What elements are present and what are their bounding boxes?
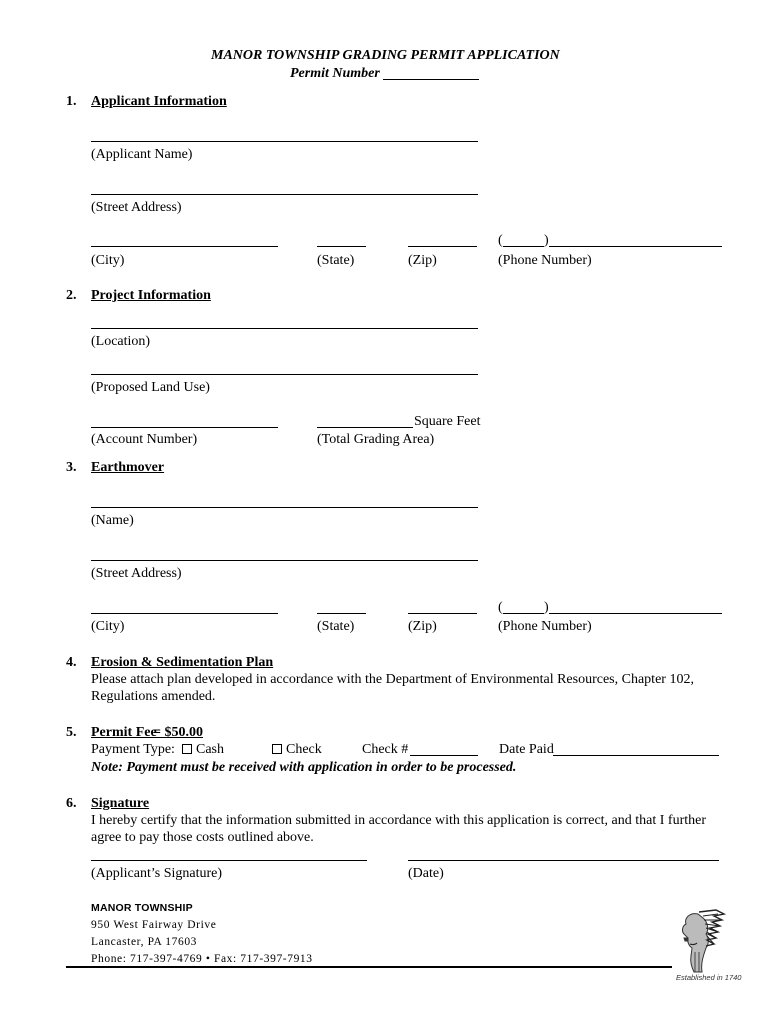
footer-address2: Lancaster, PA 17603 [91,936,198,948]
earthmover-phone-paren-open: ( [498,600,503,615]
applicant-phone-field[interactable] [549,246,722,247]
section6-text-line1: I hereby certify that the information submitted in accordance with this application is correct, and that I further [91,813,707,828]
earthmover-name-label: (Name) [91,513,134,528]
chief-headdress-icon [668,908,726,974]
project-location-label: (Location) [91,334,151,349]
section5-number: 5. [66,725,77,740]
section6-number: 6. [66,796,77,811]
earthmover-state-field[interactable] [317,613,366,614]
applicant-street-field[interactable] [91,194,478,195]
earthmover-area-code-field[interactable] [503,613,544,614]
check-number-field[interactable] [410,755,478,756]
project-location-field[interactable] [91,328,478,329]
applicant-name-label: (Applicant Name) [91,147,193,162]
applicant-phone-label: (Phone Number) [498,253,592,268]
earthmover-street-field[interactable] [91,560,478,561]
payment-type-label: Payment Type: [91,742,175,757]
permit-number-field[interactable] [383,79,479,80]
section1-number: 1. [66,94,77,109]
section2-number: 2. [66,288,77,303]
applicant-phone-paren-open: ( [498,233,503,248]
applicant-zip-label: (Zip) [408,253,437,268]
total-grading-area-label: (Total Grading Area) [317,432,435,447]
applicant-city-field[interactable] [91,246,278,247]
section4-number: 4. [66,655,77,670]
footer-org: MANOR TOWNSHIP [91,902,193,914]
applicant-state-field[interactable] [317,246,366,247]
applicant-city-label: (City) [91,253,125,268]
proposed-land-use-field[interactable] [91,374,478,375]
date-paid-label: Date Paid [499,742,554,757]
earthmover-zip-field[interactable] [408,613,477,614]
date-paid-field[interactable] [553,755,719,756]
section3-number: 3. [66,460,77,475]
check-label: Check [286,742,322,757]
earthmover-zip-label: (Zip) [408,619,437,634]
section6-text-line2: agree to pay those costs outlined above. [91,830,314,845]
applicant-signature-label: (Applicant’s Signature) [91,866,223,881]
section1-heading: Applicant Information [91,94,227,109]
earthmover-city-label: (City) [91,619,125,634]
permit-number-label: Permit Number [290,66,380,81]
earthmover-street-label: (Street Address) [91,566,182,581]
earthmover-name-field[interactable] [91,507,478,508]
footer-contact: Phone: 717-397-4769 • Fax: 717-397-7913 [91,953,313,965]
check-option[interactable] [270,742,322,758]
section3-heading: Earthmover [91,460,165,475]
footer-rule [66,966,672,968]
established-caption: Established in 1740 [676,973,742,982]
earthmover-phone-label: (Phone Number) [498,619,592,634]
section5-heading: Permit Fee [91,725,157,740]
applicant-state-label: (State) [317,253,355,268]
signature-date-label: (Date) [408,866,444,881]
earthmover-state-label: (State) [317,619,355,634]
earthmover-phone-field[interactable] [549,613,722,614]
earthmover-phone-paren-close: ) [544,600,549,615]
section4-text-line2: Regulations amended. [91,689,216,704]
footer-address1: 950 West Fairway Drive [91,919,217,931]
account-number-label: (Account Number) [91,432,198,447]
form-title: MANOR TOWNSHIP GRADING PERMIT APPLICATION [211,48,560,63]
applicant-phone-paren-close: ) [544,233,549,248]
section4-heading: Erosion & Sedimentation Plan [91,655,274,670]
proposed-land-use-label: (Proposed Land Use) [91,380,210,395]
check-number-label: Check # [362,742,409,757]
signature-date-field[interactable] [408,860,719,861]
earthmover-city-field[interactable] [91,613,278,614]
section2-heading: Project Information [91,288,211,303]
account-number-field[interactable] [91,427,278,428]
cash-option[interactable] [180,742,224,758]
total-grading-area-field[interactable] [317,427,413,428]
applicant-area-code-field[interactable] [503,246,544,247]
section6-heading: Signature [91,796,150,811]
applicant-signature-field[interactable] [91,860,367,861]
check-checkbox[interactable] [272,744,282,754]
applicant-street-label: (Street Address) [91,200,182,215]
applicant-name-field[interactable] [91,141,478,142]
cash-label: Cash [196,742,224,757]
payment-note: Note: Payment must be received with application in order to be processed. [91,760,517,775]
applicant-zip-field[interactable] [408,246,477,247]
section4-text-line1: Please attach plan developed in accordance with the Department of Environmental Resources, Chapter 102, [91,672,694,687]
cash-checkbox[interactable] [182,744,192,754]
permit-fee-amount: = $50.00 [153,725,203,740]
square-feet-suffix: Square Feet [414,414,481,429]
